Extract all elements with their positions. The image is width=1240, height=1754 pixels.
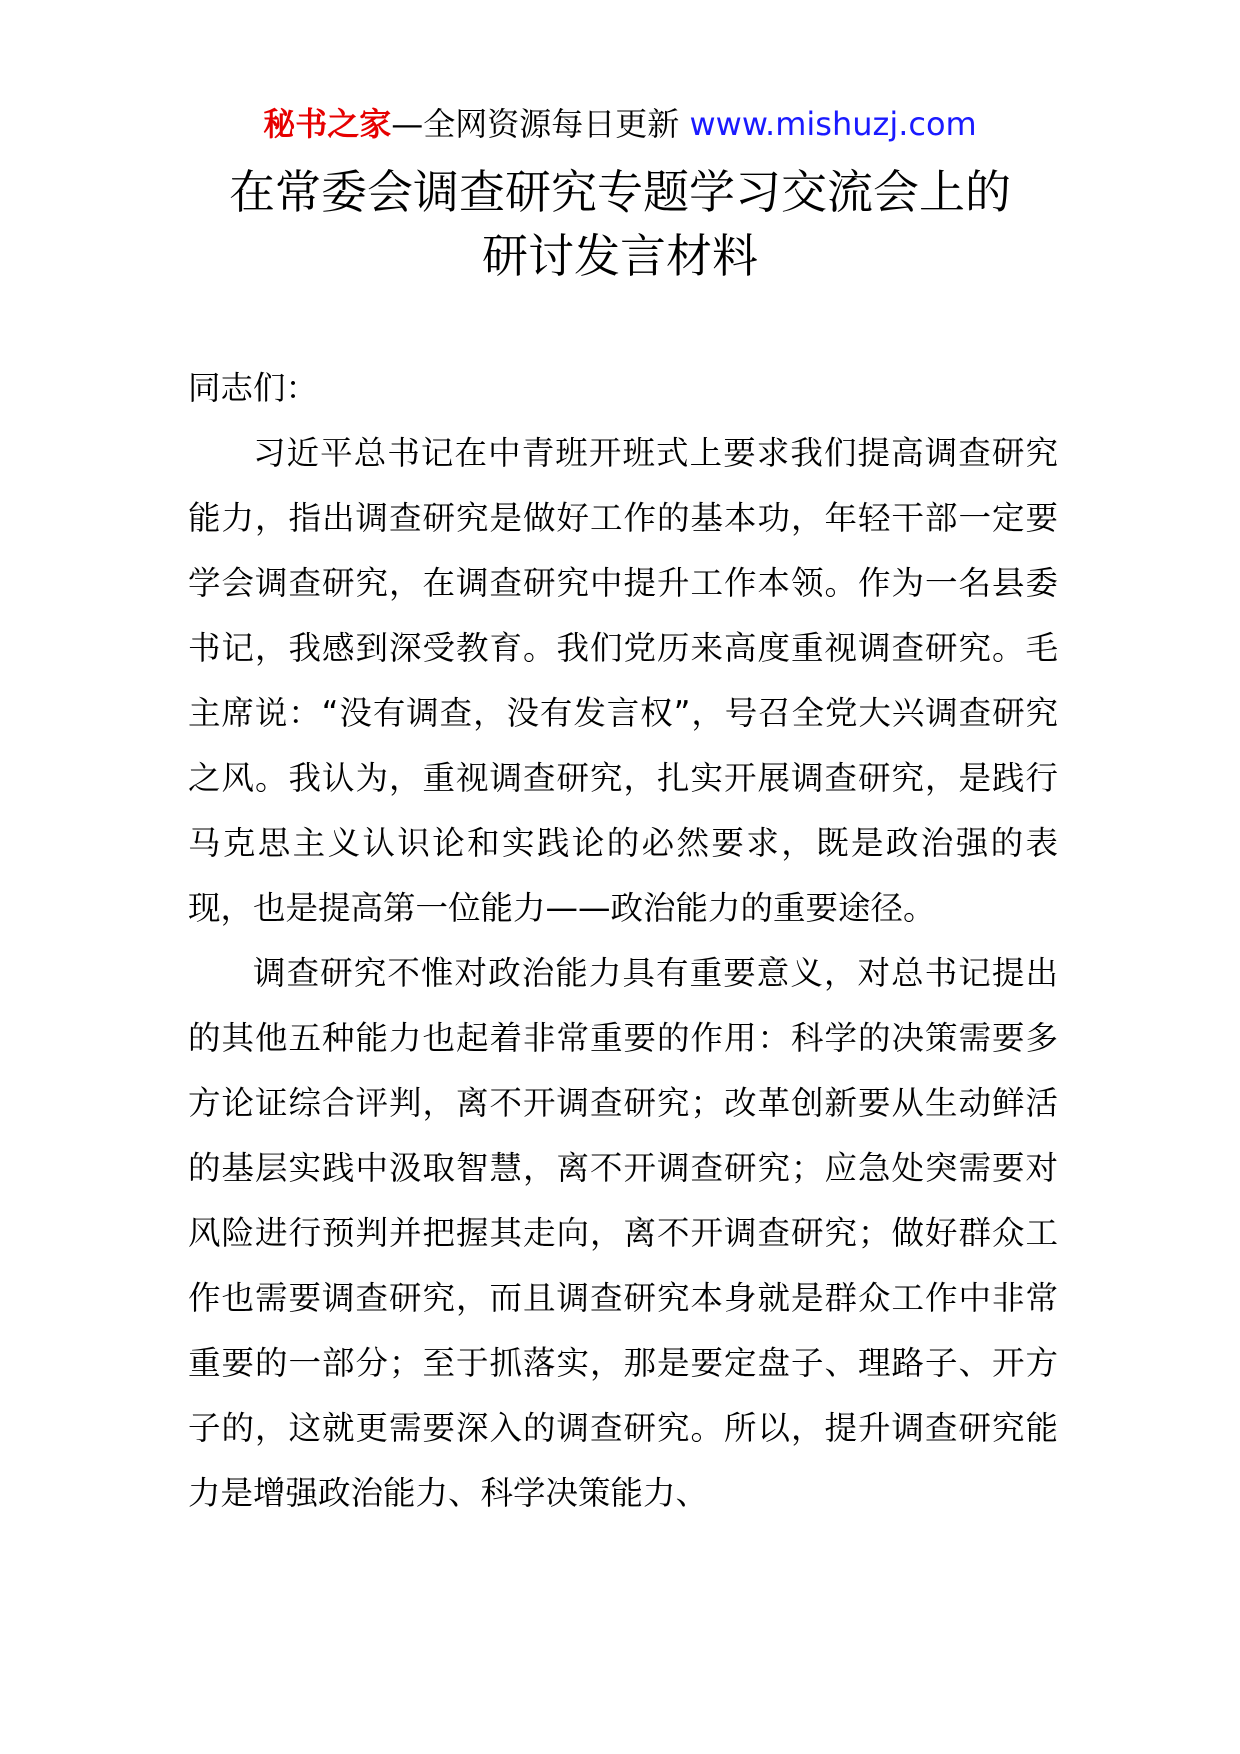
site-tagline: —全网资源每日更新 bbox=[391, 105, 680, 143]
site-brand: 秘书之家 bbox=[263, 105, 392, 143]
site-header bbox=[0, 100, 1240, 148]
document-body bbox=[188, 356, 1058, 1526]
salutation: 同志们： bbox=[188, 369, 319, 407]
site-url-link[interactable]: www.mishuzj.com bbox=[689, 105, 977, 143]
paragraph-2: 调查研究不惟对政治能力具有重要意义，对总书记提出的其他五种能力也起着非常重要的作用：科学的决策需要多方论证综合评判，离不开调查研究；改革创新要从生动鲜活的基层实践中汲取智慧，离不开调查研究；应急处突需要对风险进行预判并把握其走向，离不开调查研究；做好群众工作也需要调查研究，而且调查研究本身就是群众工作中非常重要的一部分；至于抓落实，那是要定盘子、理路子、开方子的，这就更需要深入的调查研究。所以，提升调查研究能力是增强政治能力、科学决策能力、 bbox=[188, 954, 1058, 1512]
title-line-1: 在常委会调查研究专题学习交流会上的 bbox=[229, 165, 1011, 219]
title-line-2: 研讨发言材料 bbox=[482, 229, 758, 283]
paragraph-1: 习近平总书记在中青班开班式上要求我们提高调查研究能力，指出调查研究是做好工作的基本功，年轻干部一定要学会调查研究，在调查研究中提升工作本领。作为一名县委书记，我感到深受教育。我们党历来高度重视调查研究。毛主席说：“没有调查，没有发言权”，号召全党大兴调查研究之风。我认为，重视调查研究，扎实开展调查研究，是践行马克思主义认识论和实践论的必然要求，既是政治强的表现，也是提高第一位能力——政治能力的重要途径。 bbox=[188, 434, 1058, 927]
document-title bbox=[0, 160, 1240, 288]
